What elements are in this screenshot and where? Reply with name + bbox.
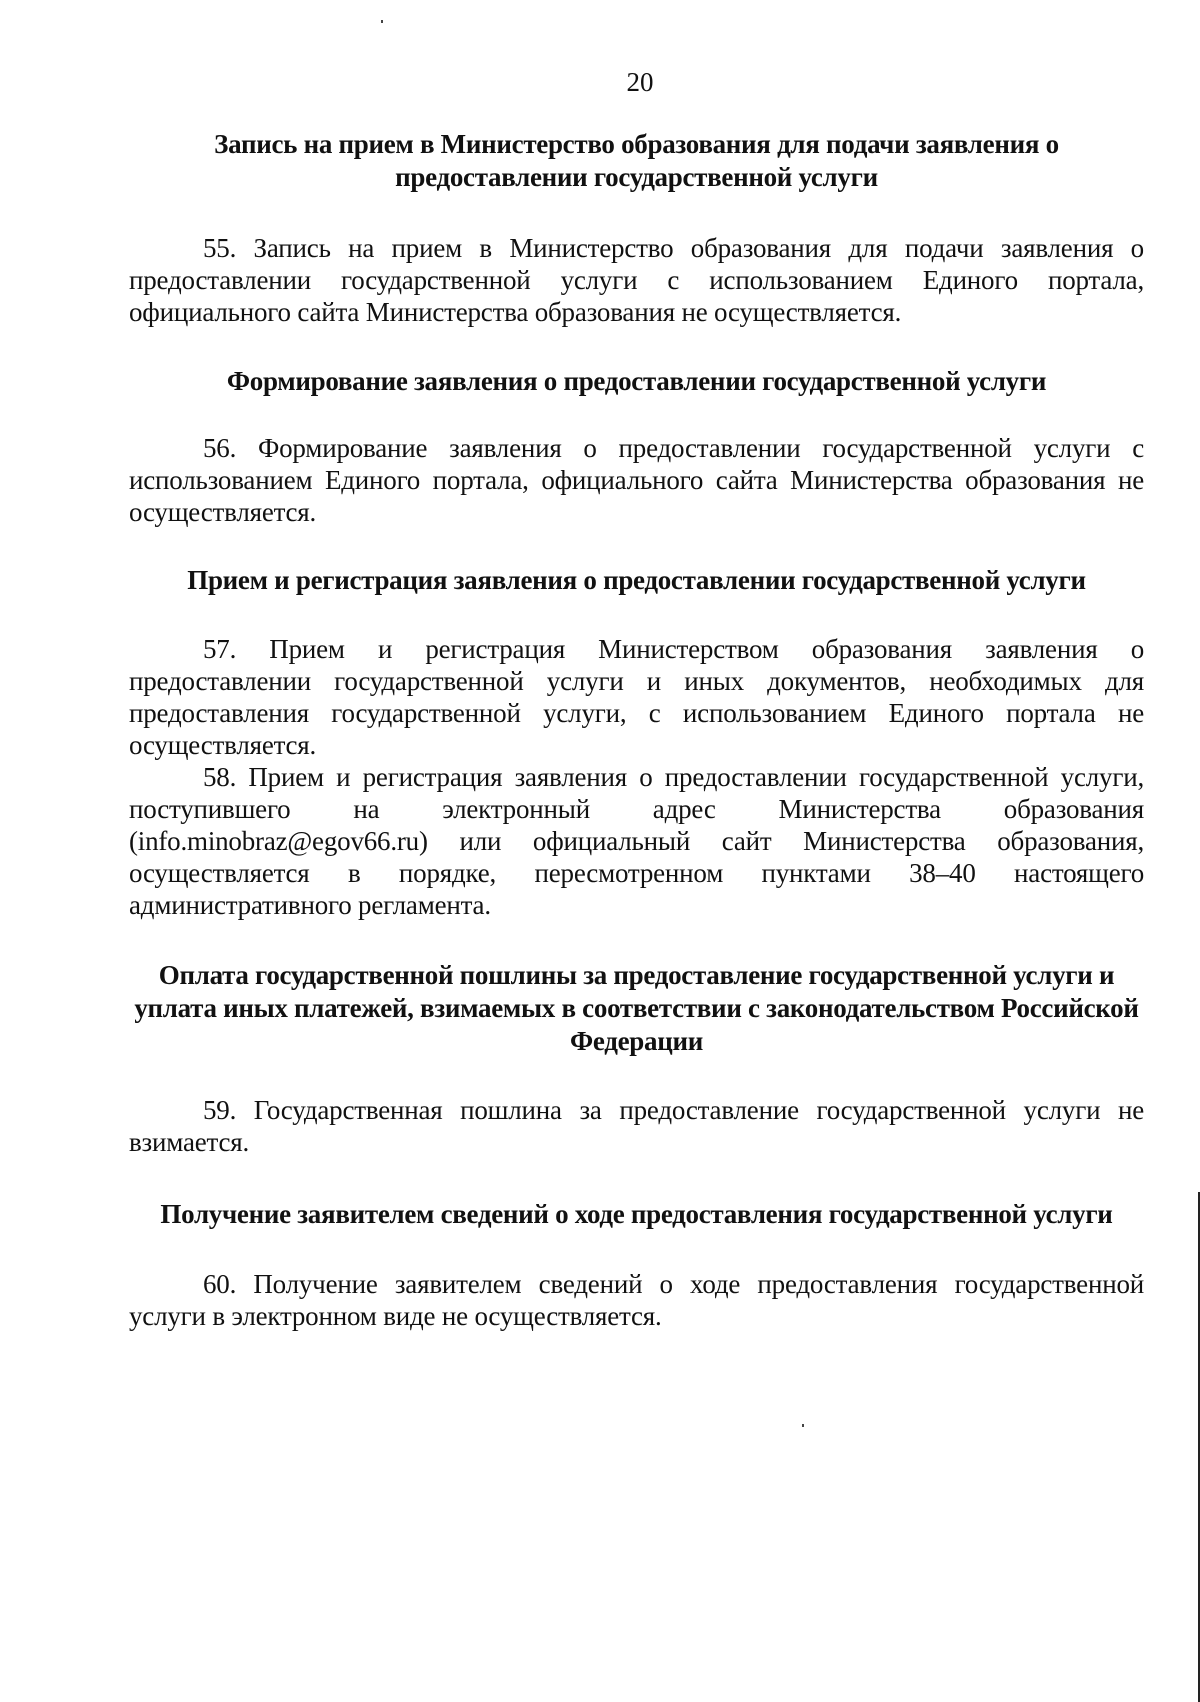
paragraph-59: 59. Государственная пошлина за предоставление государственной услуги не взимается. [129,1095,1144,1157]
paragraph-56: 56. Формирование заявления о предоставлении государственной услуги с использованием Единого портала, официального сайта Министерства образования не осуществляется. [129,433,1144,527]
paragraph-58: 58. Прием и регистрация заявления о предоставлении государственной услуги, поступившего на электронный адрес Министерства образования (info.minobraz@egov66.ru) или официальный сайт Министерства образования, осуществляется в порядке, пересмотренном пунктами 38–40 настоящего административного регламента. [129,762,1144,920]
document-body [129,128,1144,1332]
paragraph-55: 55. Запись на прием в Министерство образования для подачи заявления о предоставлении государственной услуги с использованием Единого портала, официального сайта Министерства образования не осуществляется. [129,233,1144,327]
section-heading: Формирование заявления о предоставлении государственной услуги [226,366,1047,396]
section-heading: Оплата государственной пошлины за предоставление государственной услуги и уплата иных платежей, взимаемых в соответствии с законодательством Российской Федерации [134,960,1139,1056]
section-heading: Запись на прием в Министерство образования для подачи заявления о предоставлении государственной услуги [214,129,1059,192]
page-number: 20 [626,67,654,97]
scan-dot [802,1424,804,1427]
section-heading: Получение заявителем сведений о ходе предоставления государственной услуги [160,1199,1113,1229]
paragraph-57: 57. Прием и регистрация Министерством образования заявления о предоставлении государственной услуги и иных документов, необходимых для предоставления государственной услуги, с использованием Единого портала не осуществляется. [129,634,1144,760]
scan-dot [381,20,383,23]
section-heading: Прием и регистрация заявления о предоставлении государственной услуги [187,565,1086,595]
paragraph-60: 60. Получение заявителем сведений о ходе предоставления государственной услуги в электронном виде не осуществляется. [129,1269,1144,1331]
